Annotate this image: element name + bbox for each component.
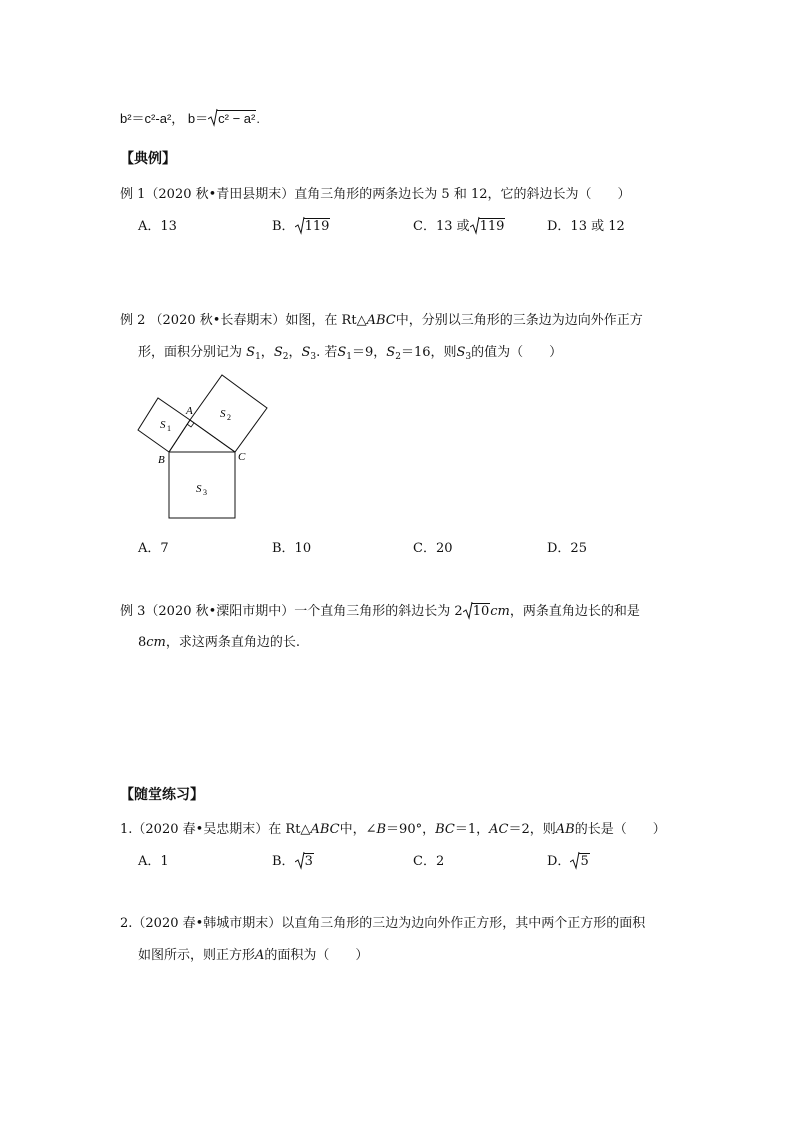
radical-119: 119: [295, 218, 331, 236]
label-s2: S: [220, 408, 226, 420]
example-1-option-a: A．13: [138, 219, 177, 234]
example-1-option-b: B． 119: [272, 219, 330, 234]
example-1-question: 例 1（2020 秋•青田县期末）直角三角形的两条边长为 5 和 12，它的斜边长为（ ）: [120, 187, 631, 202]
example-2-line-2: 形，面积分别记为 $S_1$，$S_2$，$S_3$. 若$S_1=9$，$S_2=16$，则$S_3$的值为（ ）: [138, 345, 563, 362]
label-b: B: [158, 454, 165, 466]
example-2-line-1: 例 2 （2020 秋•长春期末）如图，在 Rt△ABC中，分别以三角形的三条边为边向外作正方: [120, 313, 643, 328]
label-s3-sub: 3: [203, 488, 207, 497]
formula-b-equals: b＝: [187, 111, 209, 126]
example-2-option-a: A．7: [138, 541, 169, 556]
question-1-option-a: A．1: [138, 854, 169, 869]
pythagoras-figure: [130, 370, 280, 525]
question-1: 1.（2020 春•吴忠期末）在 Rt△ABC中，∠B＝90°，BC＝1，AC＝2，则AB的长是（ ）: [120, 822, 666, 837]
example-1-option-d: D．13 或 12: [547, 219, 625, 234]
radical-c2-a2: c² − a²: [208, 110, 256, 128]
square-s3: [169, 452, 235, 518]
example-2-option-d: D．25: [547, 541, 587, 556]
label-s2-sub: 2: [227, 413, 231, 422]
question-1-option-b: B． 3: [272, 854, 313, 869]
formula-b-squared: b²＝c²-a²: [120, 111, 172, 126]
radical-5: 5: [570, 853, 589, 871]
question-2-line-1: 2.（2020 春•韩城市期末）以直角三角形的三边为边向外作正方形，其中两个正方形的面积: [120, 916, 646, 931]
label-s1: S: [160, 419, 166, 431]
formula-line: b²＝c²-a²， b＝ c² − a².: [120, 111, 260, 126]
label-a: A: [186, 405, 193, 417]
label-s3: S: [196, 483, 202, 495]
question-2-line-2: 如图所示，则正方形A的面积为（ ）: [138, 948, 369, 963]
section-heading-practice: 【随堂练习】: [120, 787, 204, 803]
example-3-line-1: 例 3（2020 秋•溧阳市期中）一个直角三角形的斜边长为 2 10cm，两条直角边长的和是: [120, 604, 640, 619]
section-heading-examples: 【典例】: [120, 151, 176, 167]
example-1-option-c: C．13 或 119: [413, 219, 505, 234]
example-3-line-2: 8cm，求这两条直角边的长.: [138, 635, 301, 650]
label-c: C: [238, 451, 246, 463]
side-ab: [169, 420, 190, 452]
radical-119: 119: [470, 218, 506, 236]
radical-3: 3: [295, 853, 314, 871]
side-ac: [190, 420, 235, 452]
question-1-option-c: C．2: [413, 854, 445, 869]
example-2-option-c: C．20: [413, 541, 453, 556]
example-2-option-b: B．10: [272, 541, 312, 556]
label-s1-sub: 1: [167, 424, 171, 433]
question-1-option-d: D． 5: [547, 854, 589, 869]
radical-10: 10: [463, 603, 491, 621]
